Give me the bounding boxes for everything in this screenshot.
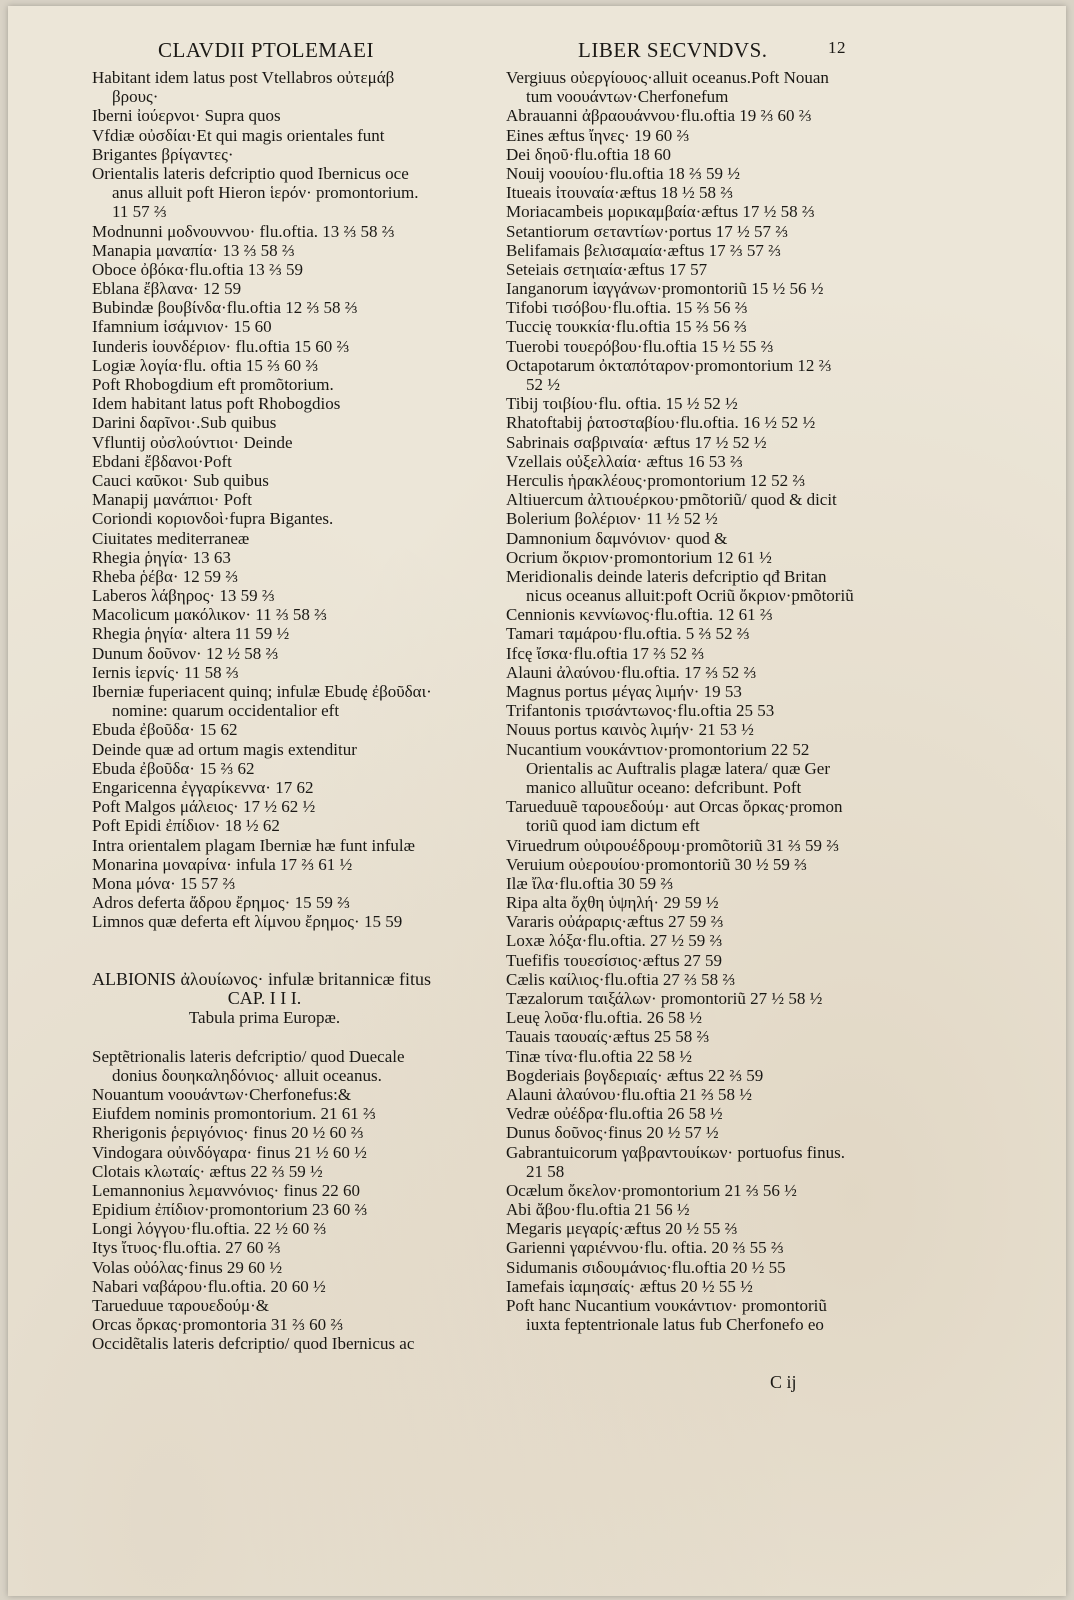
text-line: Nabari ναβάρου·flu.oftia. 20 60 ½ <box>92 1276 326 1296</box>
text-line: Orcas ὄρκας·promontoria 31 ⅔ 60 ⅔ <box>92 1315 344 1335</box>
text-line: Tuccię τουκκία·flu.oftia 15 ⅔ 56 ⅔ <box>506 317 747 337</box>
text-line: Nucantium νουκάντιον·promontorium 22 52 <box>506 739 810 759</box>
text-line: Seteiais σετηιαία·æftus 17 57 <box>506 259 708 279</box>
text-line: Herculis ἡρακλέους·promontorium 12 52 ⅔ <box>506 470 806 490</box>
chapter-heading: ALBIONIS ἀλουίωνος· infulæ britannicæ fitus <box>92 968 432 989</box>
text-line: Eiufdem nominis promontorium. 21 61 ⅔ <box>92 1104 376 1124</box>
text-line: nicus oceanus alluit:poft Ocriũ ὄκριον·pmõtoriũ <box>526 586 854 606</box>
text-line: Octapotarum ὀκταπόταρον·promontorium 12 ⅔ <box>506 355 832 375</box>
text-line: Epidium ἐπίδιον·promontorium 23 60 ⅔ <box>92 1200 368 1220</box>
text-line: Limnos quæ deferta eft λίμνου ἔρημος· 15 59 <box>92 912 403 932</box>
text-line: tum νοουάντων·Cherfonefum <box>526 87 729 107</box>
text-line: Idem habitant latus poft Rhobogdios <box>92 394 341 414</box>
text-line: toriũ quod iam dictum eft <box>526 816 700 836</box>
text-line: Mona μόνα· 15 57 ⅔ <box>92 873 236 893</box>
text-line: manico alluũtur oceano: defcribunt. Poft <box>526 777 802 797</box>
text-line: Poft Epidi ἐπίδιον· 18 ½ 62 <box>92 816 280 836</box>
text-line: Bubindæ βουβίνδα·flu.oftia 12 ⅔ 58 ⅔ <box>92 298 358 318</box>
text-line: donius δουηκαληδόνιος· alluit oceanus. <box>112 1065 382 1085</box>
text-line: Vararis οὐάραρις·æftus 27 59 ⅔ <box>506 912 724 932</box>
text-line: Tamari ταμάρου·flu.oftia. 5 ⅔ 52 ⅔ <box>506 624 750 644</box>
text-line: Ilæ ἴλα·flu.oftia 30 59 ⅔ <box>506 873 674 893</box>
text-line: nomine: quarum occidentalior eft <box>112 701 340 721</box>
text-line: Dei δηοῦ·flu.oftia 18 60 <box>506 144 672 164</box>
text-line: Magnus portus μέγας λιμήν· 19 53 <box>506 682 742 701</box>
text-line: Vindogara οὐινδόγαρα· finus 21 ½ 60 ½ <box>92 1142 367 1162</box>
spacer <box>92 1027 437 1046</box>
text-line: Orientalis lateris defcriptio quod Ibernicus oce <box>92 163 409 183</box>
text-line: Rhegia ῥηγία· altera 11 59 ½ <box>92 624 290 644</box>
text-line: Ciuitates mediterraneæ <box>92 528 250 548</box>
text-line: Vedræ οὐέδρα·flu.oftia 26 58 ½ <box>506 1104 723 1124</box>
text-line: Trifantonis τρισάντωνος·flu.oftia 25 53 <box>506 701 775 721</box>
text-line: Ifcę ἴσκα·flu.oftia 17 ⅔ 52 ⅔ <box>506 643 705 663</box>
text-line: Tuefifis τουεσίσιος·æftus 27 59 <box>506 950 723 970</box>
text-line: Alauni ἀλαύνου·flu.oftia. 17 ⅔ 52 ⅔ <box>506 662 757 682</box>
text-line: Bogderiais βογδεριαίς· æftus 22 ⅔ 59 <box>506 1065 764 1085</box>
text-line: Macolicum μακόλικον· 11 ⅔ 58 ⅔ <box>92 605 327 625</box>
text-line: Longi λόγγου·flu.oftia. 22 ½ 60 ⅔ <box>92 1219 327 1239</box>
text-line: Poft hanc Nucantium νουκάντιον· promontoriũ <box>506 1296 827 1315</box>
text-line: Adros deferta ἄδρου ἔρημος· 15 59 ⅔ <box>92 893 350 913</box>
spacer <box>92 951 437 970</box>
text-line: Bolerium βολέριον· 11 ½ 52 ½ <box>506 509 718 529</box>
text-line: Manapia μαναπία· 13 ⅔ 58 ⅔ <box>92 240 295 260</box>
text-line: Veruium οὐερουίου·promontoriũ 30 ½ 59 ⅔ <box>506 854 807 874</box>
text-line: Setantiorum σεταντίων·portus 17 ½ 57 ⅔ <box>506 221 789 241</box>
text-line: Oboce ὀβόκα·flu.oftia 13 ⅔ 59 <box>92 259 304 279</box>
text-line: Intra orientalem plagam Iberniæ hæ funt infulæ <box>92 835 415 855</box>
text-line: Ocælum ὄκελον·promontorium 21 ⅔ 56 ½ <box>506 1180 797 1200</box>
text-line: Poft Malgos μάλειος· 17 ½ 62 ½ <box>92 797 316 817</box>
text-line: Vzellais οὐξελλαία· æftus 16 53 ⅔ <box>506 451 743 471</box>
running-head-left: CLAVDII PTOLEMAEI <box>158 38 374 62</box>
text-line: Monarina μοναρίνα· infula 17 ⅔ 61 ½ <box>92 854 353 874</box>
text-line: Modnunni μοδνουννου· flu.oftia. 13 ⅔ 58 ⅔ <box>92 221 395 241</box>
text-line: Eblana ἔβλανα· 12 59 <box>92 279 242 299</box>
chapter-subtitle: Tabula prima Europæ. <box>188 1008 341 1028</box>
text-line: Abi ἄβου·flu.oftia 21 56 ½ <box>506 1200 690 1220</box>
text-line: Tibij τοιβίου·flu. oftia. 15 ½ 52 ½ <box>506 394 738 414</box>
text-line: Viruedrum οὐιρουέδρουμ·promõtoriũ 31 ⅔ 59 ⅔ <box>506 835 840 855</box>
text-line: Nouantum νοουάντων·Cherfonefus:& <box>92 1084 352 1104</box>
text-line: Iberni ἰούερνοι· Supra quos <box>92 106 281 126</box>
text-line: Meridionalis deinde lateris defcriptio qđ Britan <box>506 566 827 586</box>
text-line: Megaris μεγαρίς·æftus 20 ½ 55 ⅔ <box>506 1219 738 1239</box>
text-line: Occidẽtalis lateris defcriptio/ quod Ibernicus ac <box>92 1334 415 1354</box>
text-line: Dunum δοῦνον· 12 ½ 58 ⅔ <box>92 643 279 663</box>
text-line: anus alluit poft Hieron ἱερόν· promontorium. <box>112 183 419 203</box>
text-line: Tinæ τίνα·flu.oftia 22 58 ½ <box>506 1046 693 1066</box>
text-line: Dunus δοῦνος·finus 20 ½ 57 ½ <box>506 1123 719 1143</box>
text-line: Clotais κλωταίς· æftus 22 ⅔ 59 ½ <box>92 1161 323 1181</box>
left-text-column <box>92 68 437 1354</box>
spacer <box>92 931 437 950</box>
text-line: 52 ½ <box>526 375 560 394</box>
text-line: Tarueduuẽ ταρουεδούμ· aut Orcas ὄρκας·promon <box>506 797 843 817</box>
text-line: Manapij μανάπιοι· Poft <box>92 490 252 510</box>
text-line: Habitant idem latus post Vtellabros οὐτεμάβ <box>92 68 395 87</box>
text-line: Rherigonis ῥεριγόνιος· finus 20 ½ 60 ⅔ <box>92 1123 364 1143</box>
text-line: Loxæ λόξα·flu.oftia. 27 ½ 59 ⅔ <box>506 931 723 951</box>
text-line: Tæzalorum ταιξάλων· promontoriũ 27 ½ 58 ½ <box>506 989 823 1008</box>
text-line: Sabrinais σαβριναία· æftus 17 ½ 52 ½ <box>506 432 767 452</box>
text-line: Ebuda ἐβοῦδα· 15 ⅔ 62 <box>92 758 255 778</box>
text-line: Lemannonius λεμαννόνιος· finus 22 60 <box>92 1180 360 1200</box>
text-line: βρους· <box>112 87 159 107</box>
text-line: Coriondi κοριονδοὶ·fupra Bigantes. <box>92 509 334 529</box>
right-text-column <box>506 68 854 1335</box>
text-line: Itys ἴτυος·flu.oftia. 27 60 ⅔ <box>92 1238 281 1258</box>
text-line: Tauais ταουαίς·æftus 25 58 ⅔ <box>506 1027 710 1047</box>
text-line: Moriacambeis μορικαμβαία·æftus 17 ½ 58 ⅔ <box>506 202 815 222</box>
text-line: Poft Rhobogdium eft promõtorium. <box>92 375 334 394</box>
text-line: Laberos λάβηρος· 13 59 ⅔ <box>92 586 275 606</box>
text-line: Rhegia ῥηγία· 13 63 <box>92 547 231 567</box>
signature-mark: C ij <box>770 1372 797 1392</box>
text-line: Alauni ἀλαύνου·flu.oftia 21 ⅔ 58 ½ <box>506 1084 753 1104</box>
text-line: Itueais ἰτουναία·æftus 18 ½ 58 ⅔ <box>506 183 733 203</box>
text-line: Iamefais ἰαμησαίς· æftus 20 ½ 55 ½ <box>506 1276 753 1296</box>
text-line: Altiuercum ἀλτιουέρκου·pmõtoriũ/ quod & dicit <box>506 490 837 510</box>
text-line: Orientalis ac Auftralis plagæ latera/ quæ Ger <box>526 758 831 778</box>
text-line: Ebdani ἔβδανοι·Poft <box>92 451 232 471</box>
text-line: Vergiuus οὐεργίουος·alluit oceanus.Poft Nouan <box>506 68 829 87</box>
text-line: Ripa alta ὄχθη ὑψηλή· 29 59 ½ <box>506 893 719 913</box>
text-line: Ifamnium ἰσάμνιον· 15 60 <box>92 317 272 337</box>
text-line: 11 57 ⅔ <box>112 202 167 222</box>
text-line: Ianganorum ἰαγγάνων·promontoriũ 15 ½ 56 ½ <box>506 279 824 299</box>
text-line: Damnonium δαμνόνιον· quod & <box>506 528 728 548</box>
text-line: Septẽtrionalis lateris defcriptio/ quod Duecale <box>92 1046 405 1066</box>
text-line: Brigantes βρίγαντες· <box>92 144 234 164</box>
text-line: Abrauanni ἀβραουάννου·flu.oftia 19 ⅔ 60 ⅔ <box>506 106 812 126</box>
text-line: Ebuda ἐβοῦδα· 15 62 <box>92 720 238 740</box>
text-line: Cauci καῦκοι· Sub quibus <box>92 470 269 490</box>
text-line: Tuerobi τουερόβου·flu.oftia 15 ½ 55 ⅔ <box>506 336 774 356</box>
text-line: Rhatoftabij ῥατοσταβίου·flu.oftia. 16 ½ 52 ½ <box>506 413 816 433</box>
text-line: Leuę λοῦα·flu.oftia. 26 58 ½ <box>506 1008 702 1028</box>
text-line: Iunderis ἰουνδέριον· flu.oftia 15 60 ⅔ <box>92 336 350 356</box>
text-line: Vfdiæ οὐσδίαι·Et qui magis orientales funt <box>92 125 385 145</box>
text-line: Tifobi τισόβου·flu.oftia. 15 ⅔ 56 ⅔ <box>506 298 748 318</box>
text-line: Logiæ λογία·flu. oftia 15 ⅔ 60 ⅔ <box>92 355 319 375</box>
text-line: Deinde quæ ad ortum magis extenditur <box>92 739 357 759</box>
text-line: iuxta feptentrionale latus fub Cherfonefo eo <box>526 1315 824 1335</box>
text-line: Ocrium ὄκριον·promontorium 12 61 ½ <box>506 547 772 567</box>
text-line: Volas οὐόλας·finus 29 60 ½ <box>92 1257 283 1277</box>
text-line: Nouij νοουίου·flu.oftia 18 ⅔ 59 ½ <box>506 163 741 183</box>
text-line: Cælis καίλιος·flu.oftia 27 ⅔ 58 ⅔ <box>506 969 736 989</box>
text-line: Vfluntij οὐσλούντιοι· Deinde <box>92 432 293 452</box>
text-line: Garienni γαριέννου·flu. oftia. 20 ⅔ 55 ⅔ <box>506 1238 784 1258</box>
text-line: Gabrantuicorum γαβραντουίκων· portuofus finus. <box>506 1142 845 1162</box>
text-line: Eines æftus ἴηνες· 19 60 ⅔ <box>506 125 690 145</box>
running-head-center: LIBER SECVNDVS. <box>578 38 768 62</box>
text-line: Nouus portus καινὸς λιμήν· 21 53 ½ <box>506 720 754 740</box>
chapter-number: CAP. I I I. <box>227 988 302 1008</box>
text-line: Sidumanis σιδουμάνιος·flu.oftia 20 ½ 55 <box>506 1257 786 1277</box>
text-line: Iernis ἰερνίς· 11 58 ⅔ <box>92 662 239 682</box>
text-line: Rheba ῥέβα· 12 59 ⅔ <box>92 566 239 586</box>
text-line: Cennionis κεννίωνος·flu.oftia. 12 61 ⅔ <box>506 605 773 625</box>
text-line: Darini δαρῖνοι·.Sub quibus <box>92 413 277 433</box>
page-number: 12 <box>828 38 846 57</box>
text-line: Iberniæ fuperiacent quinq; infulæ Ebudę ἐβοῦδαι· <box>92 682 432 701</box>
text-line: 21 58 <box>526 1161 565 1181</box>
book-page <box>8 6 1066 1596</box>
text-line: Belifamais βελισαμαία·æftus 17 ⅔ 57 ⅔ <box>506 240 781 260</box>
text-line: Tarueduue ταρουεδούμ·& <box>92 1296 269 1315</box>
text-line: Engaricenna ἐγγαρίκεννα· 17 62 <box>92 777 314 797</box>
